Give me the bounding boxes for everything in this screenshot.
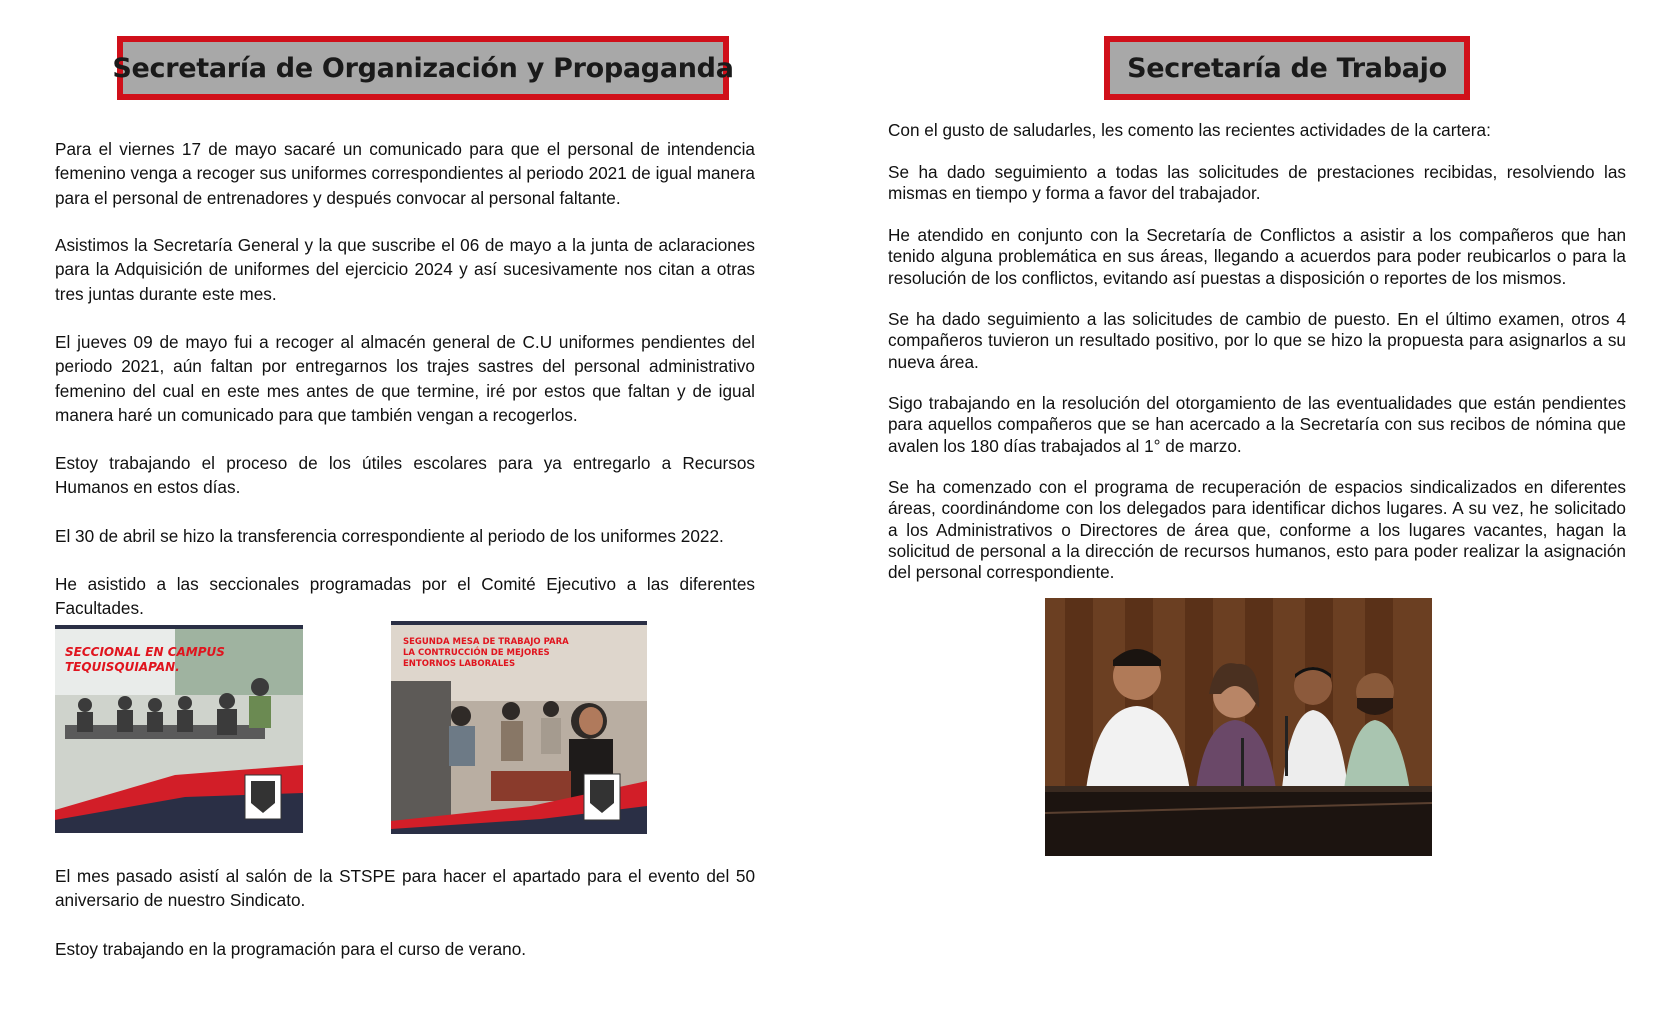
photo-press-conference	[1045, 598, 1432, 856]
paragraph: Se ha dado seguimiento a las solicitudes de cambio de puesto. En el último examen, otros 4 compañeros tuvieron un resultado positivo, por lo que se hizo la propuesta para asignarlos a su nueva área.	[888, 309, 1626, 372]
paragraph: Se ha dado seguimiento a todas las solicitudes de prestaciones recibidas, resolviendo las mismas en tiempo y forma a favor del trabajador.	[888, 162, 1626, 204]
paragraph: El 30 de abril se hizo la transferencia correspondiente al periodo de los uniformes 2022.	[55, 526, 724, 546]
paragraph: He atendido en conjunto con la Secretaría de Conflictos a asistir a los compañeros que han tenido alguna problemática en sus áreas, llegando a acuerdos para poder reubicarlos o para la resolución de los conflictos, evitando así puestas a disposición o reportes de los mismos.	[888, 225, 1626, 288]
photo-caption: SECCIONAL EN CAMPUS TEQUISQUIAPAN.	[65, 645, 225, 674]
paragraph: He asistido a las seccionales programadas por el Comité Ejecutivo a las diferentes Facultades.	[55, 574, 755, 619]
right-page	[833, 0, 1666, 1012]
photo-seccional-tequisquiapan	[55, 625, 303, 833]
photo-segunda-mesa-trabajo	[391, 621, 647, 834]
section-title-trabajo: Secretaría de Trabajo	[1127, 52, 1447, 84]
paragraph: Asistimos la Secretaría General y la que suscribe el 06 de mayo a la junta de aclaraciones para la Adquisición de uniformes del ejercicio 2024 y así sucesivamente nos citan a otras tres juntas durante este mes.	[55, 235, 755, 304]
photo-caption: SEGUNDA MESA DE TRABAJO PARA LA CONTRUCCIÓN DE MEJORES ENTORNOS LABORALES	[403, 637, 569, 669]
paragraph: Se ha comenzado con el programa de recuperación de espacios sindicalizados en diferentes áreas, coordinándome con los delegados para identificar dichos lugares. A su vez, he solicitado a los Administrativos o Directores de área que, conforme a los lugares vacantes, hagan la solicitud de personal a la dirección de recursos humanos, esto para poder realizar la asignación del personal correspondiente.	[888, 477, 1626, 583]
paragraph: Sigo trabajando en la resolución del otorgamiento de las eventualidades que están pendientes para aquellos compañeros que se han acercado a la Secretaría con sus recibos de nómina que avalen los 180 días trabajados al 1° de marzo.	[888, 393, 1626, 456]
paragraph: El jueves 09 de mayo fui a recoger al almacén general de C.U uniformes pendientes del periodo 2021, aún faltan por entregarnos los trajes sastres del personal administrativo femenino del cual en este mes antes de que termine, iré por estos que faltan y de igual manera haré un comunicado para que también vengan a recogerlos.	[55, 332, 755, 426]
section-title-box-organizacion	[112, 36, 734, 100]
section-title-organizacion: Secretaría de Organización y Propaganda	[112, 52, 734, 84]
paragraph: Estoy trabajando el proceso de los útiles escolares para ya entregarlo a Recursos Humanos en estos días.	[55, 453, 755, 498]
paragraph: Con el gusto de saludarles, les comento las recientes actividades de la cartera:	[888, 120, 1491, 140]
paragraph: Estoy trabajando en la programación para el curso de verano.	[55, 939, 527, 959]
paragraph: El mes pasado asistí al salón de la STSPE para hacer el apartado para el evento del 50 aniversario de nuestro Sindicato.	[55, 866, 755, 911]
paragraph: Para el viernes 17 de mayo sacaré un comunicado para que el personal de intendencia femenino venga a recoger sus uniformes correspondientes al periodo 2021 de igual manera para el personal de entrenadores y después convocar al personal faltante.	[55, 139, 755, 208]
section-title-box-trabajo	[1104, 36, 1470, 100]
